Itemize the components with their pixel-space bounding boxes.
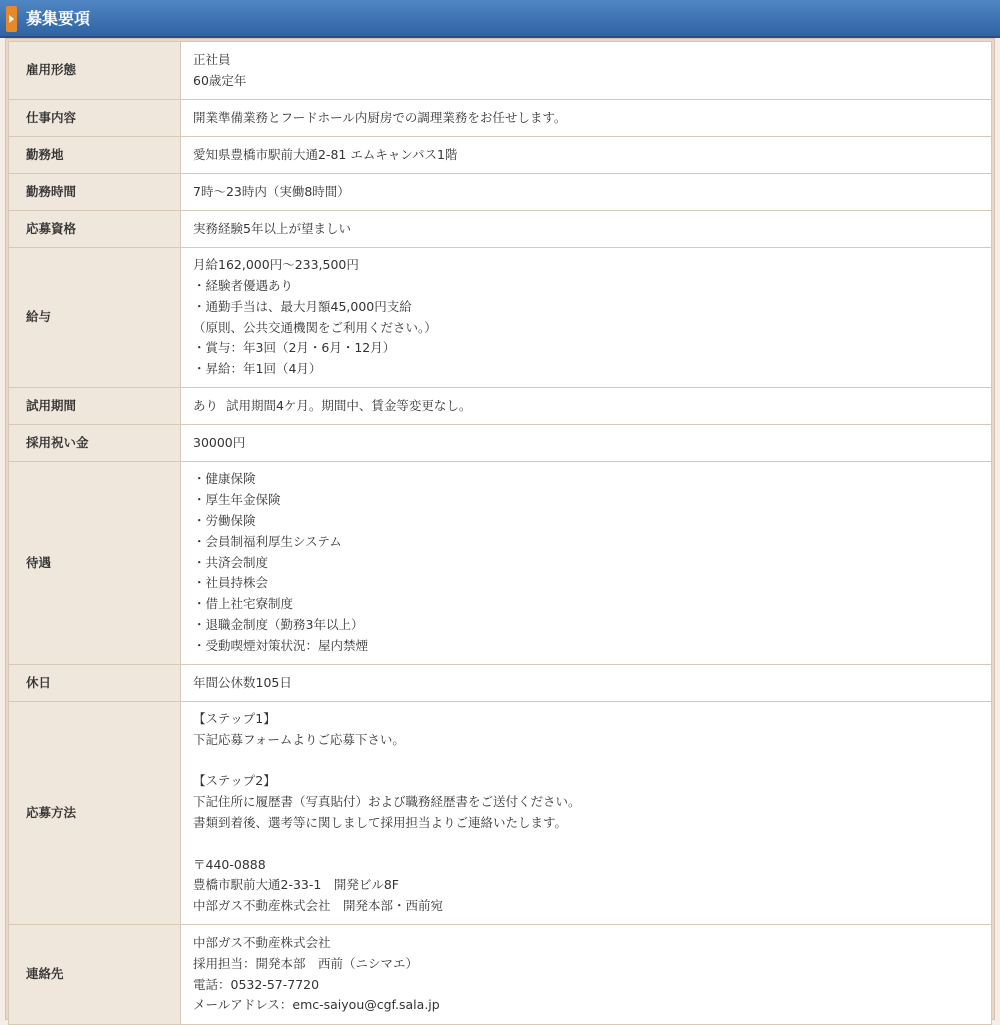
requirements-table-container (5, 38, 995, 1020)
value-line: 中部ガス不動産株式会社 開発本部・西前宛 (193, 898, 444, 914)
value-line: 書類到着後、選考等に関しまして採用担当よりご連絡いたします。 (193, 815, 568, 830)
row-label: 休日 (9, 665, 181, 702)
row-value (181, 425, 992, 462)
arrow-marker-icon (6, 6, 17, 32)
row-label: 給与 (9, 248, 181, 388)
value-line: ・厚生年金保険 (193, 492, 281, 508)
row-value (181, 137, 992, 174)
value-line: ・通勤手当は、最大月額45,000円支給 (193, 298, 412, 314)
value-line: 月給162,000円〜233,500円 (193, 257, 359, 273)
value-line: ・健康保険 (193, 471, 256, 487)
row-value (181, 925, 992, 1025)
value-line: 電話：0532-57-7720 (193, 976, 320, 992)
table-row-work-location (9, 137, 992, 174)
value-line: 年間公休数105日 (193, 674, 292, 690)
value-line: ・退職金制度（勤務3年以上） (193, 616, 364, 632)
value-line: ・昇給：年1回（4月） (193, 361, 322, 377)
value-line: 下記住所に履歴書（写真貼付）および職務経歴書をご送付ください。 (193, 794, 581, 810)
value-line: 30000円 (193, 434, 246, 450)
row-label: 仕事内容 (9, 100, 181, 137)
table-row-benefits (9, 462, 992, 665)
value-line: 60歳定年 (193, 72, 247, 88)
table-row-working-hours (9, 174, 992, 211)
table-row-contact (9, 925, 992, 1025)
value-line: 開業準備業務とフードホール内厨房での調理業務をお任せします。 (193, 109, 567, 125)
value-line (193, 751, 979, 772)
row-value (181, 665, 992, 702)
value-line (193, 834, 979, 855)
section-header (0, 0, 1000, 38)
value-line: ・借上社宅寮制度 (193, 596, 294, 612)
value-line[interactable]: メールアドレス：emc-saiyou@cgf.sala.jp (193, 997, 440, 1013)
row-value (181, 462, 992, 665)
table-row-salary (9, 248, 992, 388)
row-label: 応募資格 (9, 211, 181, 248)
value-line: 7時〜23時内（実働8時間） (193, 183, 350, 199)
value-line: あり 試用期間4ケ月。期間中、賃金等変更なし。 (193, 397, 472, 413)
row-label: 待遇 (9, 462, 181, 665)
row-value (181, 100, 992, 137)
value-line: ・受動喫煙対策状況：屋内禁煙 (193, 637, 369, 653)
row-label: 採用祝い金 (9, 425, 181, 462)
value-line: ・会員制福利厚生システム (193, 533, 342, 549)
row-label: 連絡先 (9, 925, 181, 1025)
row-label: 勤務地 (9, 137, 181, 174)
value-line: 豊橋市駅前大通2-33-1 開発ビル8F (193, 877, 399, 893)
row-label: 試用期間 (9, 388, 181, 425)
row-value (181, 42, 992, 100)
value-line: ・経験者優遇あり (193, 277, 294, 293)
value-line: 【ステップ1】 (193, 711, 276, 727)
value-line: ・労働保険 (193, 513, 256, 528)
value-line: 中部ガス不動産株式会社 (193, 934, 331, 950)
value-line: （原則、公共交通機関をご利用ください。） (193, 319, 437, 335)
section-title: 募集要項 (26, 9, 91, 28)
table-row-holidays (9, 665, 992, 702)
value-line: 下記応募フォームよりご応募下さい。 (193, 731, 405, 747)
row-value (181, 174, 992, 211)
table-row-application-method (9, 702, 992, 925)
table-row-qualifications (9, 211, 992, 248)
requirements-table (8, 41, 992, 1025)
value-line: 正社員 (193, 51, 231, 67)
value-line: 【ステップ2】 (193, 773, 276, 789)
row-value (181, 702, 992, 925)
value-line: 〒440-0888 (193, 856, 266, 872)
table-row-job-description (9, 100, 992, 137)
table-row-employment-type (9, 42, 992, 100)
value-line: 愛知県豊橋市駅前大通2-81 エムキャンパス1階 (193, 146, 458, 162)
value-line: 実務経験5年以上が望ましい (193, 220, 351, 236)
row-label: 勤務時間 (9, 174, 181, 211)
value-line: ・社員持株会 (193, 575, 269, 591)
row-value (181, 248, 992, 388)
table-row-trial-period (9, 388, 992, 425)
value-line: ・共済会制度 (193, 554, 269, 570)
table-row-hiring-bonus (9, 425, 992, 462)
value-line: 採用担当：開発本部 西前（ニシマエ） (193, 955, 419, 971)
row-label: 応募方法 (9, 702, 181, 925)
value-line: ・賞与：年3回（2月・6月・12月） (193, 340, 396, 356)
row-label: 雇用形態 (9, 42, 181, 100)
row-value (181, 388, 992, 425)
row-value (181, 211, 992, 248)
